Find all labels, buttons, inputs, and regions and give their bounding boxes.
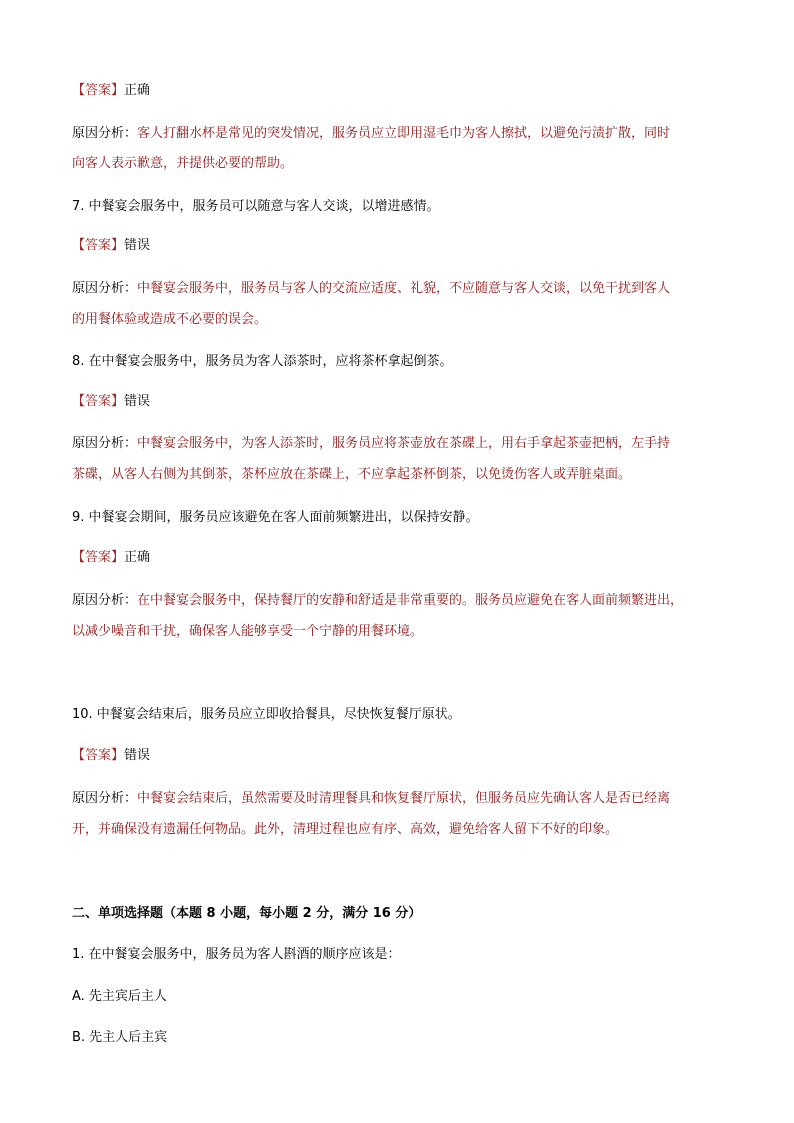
answer-value: 正确 [124, 83, 151, 98]
question-10: 10. 中餐宴会结束后，服务员应立即收拾餐具，尽快恢复餐厅原状。 [72, 707, 461, 722]
analysis-text: 在中餐宴会服务中，保持餐厅的安静和舒适是非常重要的。服务员应避免在客人面前频繁进出， [137, 593, 684, 608]
analysis-lead: 原因分析： [72, 791, 138, 806]
analysis-text: 中餐宴会服务中，为客人添茶时，服务员应将茶壶放在茶碟上，用右手拿起茶壶把柄，左手持 [137, 436, 671, 451]
option-b: B. 先主人后主宾 [72, 1030, 168, 1045]
answer-line [72, 393, 732, 411]
analysis-text: 开，并确保没有遗漏任何物品。此外，清理过程也应有序、高效，避免给客人留下不好的印象。 [72, 822, 619, 837]
analysis-lead: 原因分析： [72, 126, 138, 141]
analysis-line [72, 466, 732, 484]
analysis-lead: 原因分析： [72, 436, 138, 451]
analysis-line [72, 623, 732, 641]
analysis-line [72, 821, 732, 839]
analysis-text: 客人打翻水杯是常见的突发情况，服务员应立即用湿毛巾为客人擦拭，以避免污渍扩散，同时 [137, 126, 671, 141]
answer-label: 【答案】 [72, 83, 125, 98]
analysis-lead: 原因分析： [72, 593, 138, 608]
analysis-line [72, 435, 732, 453]
answer-line [72, 237, 732, 255]
analysis-text: 的用餐体验或造成不必要的误会。 [72, 312, 268, 327]
analysis-lead: 原因分析： [72, 281, 138, 296]
answer-line [72, 82, 732, 100]
analysis-line [72, 280, 732, 298]
answer-label: 【答案】 [72, 238, 125, 253]
analysis-text: 以减少噪音和干扰，确保客人能够享受一个宁静的用餐环境。 [72, 624, 424, 639]
analysis-line [72, 790, 732, 808]
question-9: 9. 中餐宴会期间，服务员应该避免在客人面前频繁进出，以保持安静。 [72, 510, 479, 525]
analysis-line [72, 125, 732, 143]
answer-value: 错误 [124, 748, 151, 763]
analysis-text: 中餐宴会结束后，虽然需要及时清理餐具和恢复餐厅原状，但服务员应先确认客人是否已经离 [137, 791, 671, 806]
question-7: 7. 中餐宴会服务中，服务员可以随意与客人交谈，以增进感情。 [72, 199, 440, 214]
analysis-line [72, 155, 732, 173]
answer-line [72, 747, 732, 765]
answer-label: 【答案】 [72, 394, 125, 409]
analysis-line [72, 592, 732, 610]
answer-value: 错误 [124, 238, 151, 253]
answer-label: 【答案】 [72, 550, 125, 565]
analysis-text: 中餐宴会服务中，服务员与客人的交流应适度、礼貌，不应随意与客人交谈，以免干扰到客人 [137, 281, 671, 296]
question-1: 1. 在中餐宴会服务中，服务员为客人斟酒的顺序应该是： [72, 947, 401, 962]
analysis-text: 茶碟，从客人右侧为其倒茶，茶杯应放在茶碟上，不应拿起茶杯倒茶，以免烫伤客人或弄脏桌面。 [72, 467, 632, 482]
analysis-text: 向客人表示歉意，并提供必要的帮助。 [72, 156, 294, 171]
analysis-line [72, 311, 732, 329]
question-8: 8. 在中餐宴会服务中，服务员为客人添茶时，应将茶杯拿起倒茶。 [72, 354, 453, 369]
answer-label: 【答案】 [72, 748, 125, 763]
answer-line [72, 549, 732, 567]
answer-value: 错误 [124, 394, 151, 409]
answer-value: 正确 [124, 550, 151, 565]
section-title: 二、单项选择题（本题 8 小题，每小题 2 分，满分 16 分） [72, 906, 422, 921]
option-a: A. 先主宾后主人 [72, 989, 167, 1004]
